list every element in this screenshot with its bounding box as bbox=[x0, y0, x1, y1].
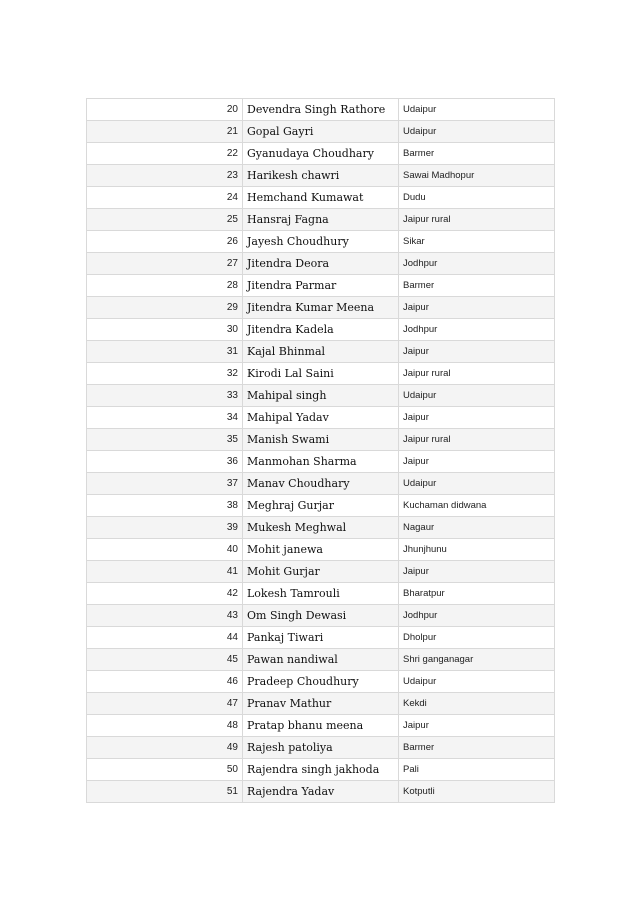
serial-number-cell: 22 bbox=[87, 143, 243, 165]
table-row bbox=[87, 539, 555, 561]
name-cell: Hemchand Kumawat bbox=[243, 187, 399, 209]
table-row bbox=[87, 495, 555, 517]
city-cell: Jaipur rural bbox=[399, 429, 555, 451]
serial-number-cell: 23 bbox=[87, 165, 243, 187]
table-row bbox=[87, 737, 555, 759]
name-cell: Mohit Gurjar bbox=[243, 561, 399, 583]
city-cell: Jaipur bbox=[399, 407, 555, 429]
serial-number-cell: 36 bbox=[87, 451, 243, 473]
name-cell: Hansraj Fagna bbox=[243, 209, 399, 231]
name-cell: Kajal Bhinmal bbox=[243, 341, 399, 363]
name-cell: Pawan nandiwal bbox=[243, 649, 399, 671]
serial-number-cell: 37 bbox=[87, 473, 243, 495]
city-cell: Barmer bbox=[399, 143, 555, 165]
city-cell: Kekdi bbox=[399, 693, 555, 715]
city-cell: Kuchaman didwana bbox=[399, 495, 555, 517]
city-cell: Jaipur bbox=[399, 451, 555, 473]
city-cell: Dudu bbox=[399, 187, 555, 209]
serial-number-cell: 40 bbox=[87, 539, 243, 561]
serial-number-cell: 38 bbox=[87, 495, 243, 517]
table-row bbox=[87, 231, 555, 253]
name-cell: Om Singh Dewasi bbox=[243, 605, 399, 627]
city-cell: Jhunjhunu bbox=[399, 539, 555, 561]
name-cell: Jitendra Deora bbox=[243, 253, 399, 275]
serial-number-cell: 30 bbox=[87, 319, 243, 341]
serial-number-cell: 50 bbox=[87, 759, 243, 781]
city-cell: Dholpur bbox=[399, 627, 555, 649]
table-row bbox=[87, 627, 555, 649]
name-cell: Devendra Singh Rathore bbox=[243, 99, 399, 121]
serial-number-cell: 31 bbox=[87, 341, 243, 363]
name-cell: Pranav Mathur bbox=[243, 693, 399, 715]
name-cell: Rajendra singh jakhoda bbox=[243, 759, 399, 781]
city-cell: Jaipur rural bbox=[399, 363, 555, 385]
table-row bbox=[87, 605, 555, 627]
serial-number-cell: 49 bbox=[87, 737, 243, 759]
serial-number-cell: 35 bbox=[87, 429, 243, 451]
name-cell: Jitendra Kadela bbox=[243, 319, 399, 341]
serial-number-cell: 44 bbox=[87, 627, 243, 649]
serial-number-cell: 47 bbox=[87, 693, 243, 715]
table-row bbox=[87, 319, 555, 341]
table-row bbox=[87, 341, 555, 363]
city-cell: Sawai Madhopur bbox=[399, 165, 555, 187]
name-cell: Jitendra Parmar bbox=[243, 275, 399, 297]
serial-number-cell: 28 bbox=[87, 275, 243, 297]
table-row bbox=[87, 187, 555, 209]
table-row bbox=[87, 385, 555, 407]
city-cell: Pali bbox=[399, 759, 555, 781]
city-cell: Jodhpur bbox=[399, 605, 555, 627]
table-row bbox=[87, 473, 555, 495]
city-cell: Udaipur bbox=[399, 385, 555, 407]
serial-number-cell: 34 bbox=[87, 407, 243, 429]
serial-number-cell: 45 bbox=[87, 649, 243, 671]
table-row bbox=[87, 715, 555, 737]
name-cell: Jayesh Choudhury bbox=[243, 231, 399, 253]
name-cell: Harikesh chawri bbox=[243, 165, 399, 187]
serial-number-cell: 21 bbox=[87, 121, 243, 143]
table-row bbox=[87, 583, 555, 605]
name-cell: Pankaj Tiwari bbox=[243, 627, 399, 649]
name-cell: Lokesh Tamrouli bbox=[243, 583, 399, 605]
city-cell: Kotputli bbox=[399, 781, 555, 803]
table-row bbox=[87, 693, 555, 715]
serial-number-cell: 46 bbox=[87, 671, 243, 693]
table-row bbox=[87, 297, 555, 319]
table-row bbox=[87, 561, 555, 583]
serial-number-cell: 41 bbox=[87, 561, 243, 583]
city-cell: Jaipur bbox=[399, 341, 555, 363]
table-row bbox=[87, 671, 555, 693]
serial-number-cell: 43 bbox=[87, 605, 243, 627]
name-cell: Gopal Gayri bbox=[243, 121, 399, 143]
serial-number-cell: 48 bbox=[87, 715, 243, 737]
serial-number-cell: 20 bbox=[87, 99, 243, 121]
name-cell: Manish Swami bbox=[243, 429, 399, 451]
city-cell: Barmer bbox=[399, 275, 555, 297]
city-cell: Udaipur bbox=[399, 671, 555, 693]
name-cell: Pradeep Choudhury bbox=[243, 671, 399, 693]
city-cell: Jodhpur bbox=[399, 319, 555, 341]
city-cell: Sikar bbox=[399, 231, 555, 253]
city-cell: Udaipur bbox=[399, 121, 555, 143]
table-row bbox=[87, 253, 555, 275]
name-cell: Gyanudaya Choudhary bbox=[243, 143, 399, 165]
serial-number-cell: 24 bbox=[87, 187, 243, 209]
city-cell: Bharatpur bbox=[399, 583, 555, 605]
table-row bbox=[87, 649, 555, 671]
city-cell: Barmer bbox=[399, 737, 555, 759]
table-row bbox=[87, 429, 555, 451]
name-cell: Rajendra Yadav bbox=[243, 781, 399, 803]
city-cell: Jodhpur bbox=[399, 253, 555, 275]
serial-number-cell: 42 bbox=[87, 583, 243, 605]
name-cell: Meghraj Gurjar bbox=[243, 495, 399, 517]
table-row bbox=[87, 363, 555, 385]
table-row bbox=[87, 759, 555, 781]
name-cell: Mahipal singh bbox=[243, 385, 399, 407]
table-row bbox=[87, 407, 555, 429]
name-cell: Mohit janewa bbox=[243, 539, 399, 561]
table-row bbox=[87, 121, 555, 143]
serial-number-cell: 25 bbox=[87, 209, 243, 231]
name-cell: Rajesh patoliya bbox=[243, 737, 399, 759]
serial-number-cell: 39 bbox=[87, 517, 243, 539]
serial-number-cell: 32 bbox=[87, 363, 243, 385]
roster-table-body bbox=[87, 99, 555, 803]
city-cell: Udaipur bbox=[399, 473, 555, 495]
city-cell: Jaipur bbox=[399, 297, 555, 319]
serial-number-cell: 26 bbox=[87, 231, 243, 253]
city-cell: Jaipur rural bbox=[399, 209, 555, 231]
city-cell: Nagaur bbox=[399, 517, 555, 539]
serial-number-cell: 51 bbox=[87, 781, 243, 803]
name-cell: Jitendra Kumar Meena bbox=[243, 297, 399, 319]
name-cell: Mukesh Meghwal bbox=[243, 517, 399, 539]
name-cell: Manmohan Sharma bbox=[243, 451, 399, 473]
table-row bbox=[87, 143, 555, 165]
table-row bbox=[87, 165, 555, 187]
table-row bbox=[87, 781, 555, 803]
name-cell: Mahipal Yadav bbox=[243, 407, 399, 429]
city-cell: Shri ganganagar bbox=[399, 649, 555, 671]
serial-number-cell: 33 bbox=[87, 385, 243, 407]
city-cell: Jaipur bbox=[399, 561, 555, 583]
city-cell: Jaipur bbox=[399, 715, 555, 737]
serial-number-cell: 29 bbox=[87, 297, 243, 319]
table-row bbox=[87, 99, 555, 121]
table-row bbox=[87, 209, 555, 231]
table-row bbox=[87, 451, 555, 473]
city-cell: Udaipur bbox=[399, 99, 555, 121]
serial-number-cell: 27 bbox=[87, 253, 243, 275]
name-cell: Kirodi Lal Saini bbox=[243, 363, 399, 385]
name-cell: Pratap bhanu meena bbox=[243, 715, 399, 737]
table-row bbox=[87, 517, 555, 539]
roster-table bbox=[86, 98, 555, 803]
name-cell: Manav Choudhary bbox=[243, 473, 399, 495]
table-row bbox=[87, 275, 555, 297]
